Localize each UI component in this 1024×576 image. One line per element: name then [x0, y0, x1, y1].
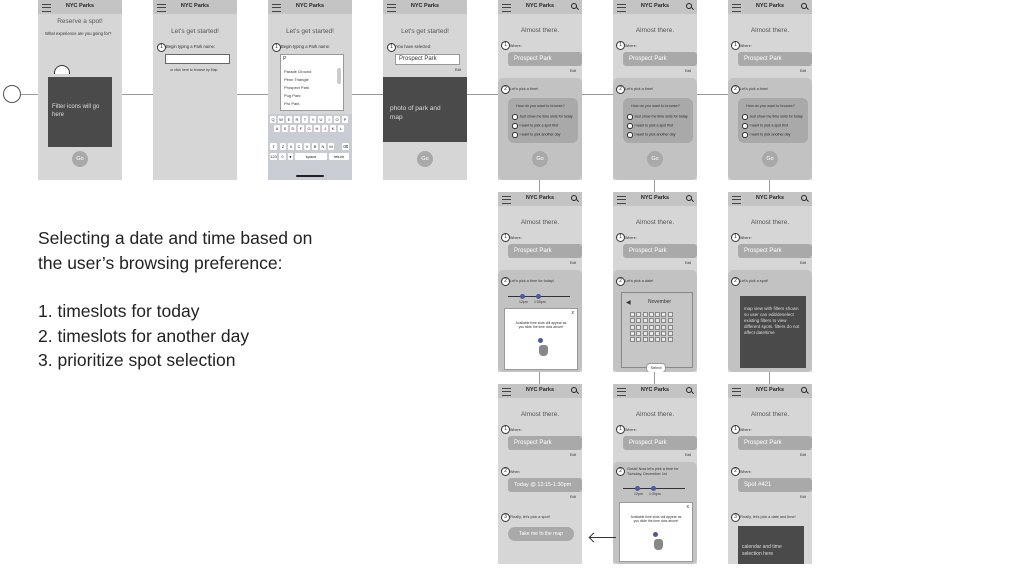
- calendar-day[interactable]: [649, 337, 654, 342]
- park-pill[interactable]: Prospect Park: [623, 52, 697, 66]
- step-number: 1: [272, 43, 281, 52]
- radio-button[interactable]: [627, 114, 633, 120]
- calendar-day[interactable]: [643, 331, 648, 336]
- search-icon[interactable]: [801, 195, 807, 201]
- description-item: 2. timeslots for another day: [38, 325, 250, 346]
- screen-park-selected: [383, 0, 467, 180]
- go-button[interactable]: Go: [762, 151, 778, 167]
- step-number: 2: [731, 467, 740, 476]
- search-icon[interactable]: [571, 3, 577, 9]
- navbar: [153, 0, 237, 14]
- navbar: [613, 0, 697, 14]
- calendar-day[interactable]: [649, 312, 654, 317]
- radio-button[interactable]: [742, 132, 748, 138]
- key-t[interactable]: T: [303, 117, 307, 122]
- time-end-handle[interactable]: [651, 486, 656, 491]
- time-end-handle[interactable]: [536, 294, 541, 299]
- step-label: Let's pick a time!: [625, 87, 654, 91]
- map-view-placeholder: [740, 296, 806, 368]
- key-a[interactable]: A: [275, 126, 279, 131]
- screen-title: Almost there.: [750, 219, 790, 226]
- step-number: 1: [501, 41, 510, 50]
- navbar: [613, 192, 697, 206]
- mic-key[interactable]: ●: [289, 154, 292, 159]
- description: [38, 226, 368, 373]
- take-me-to-map-button[interactable]: Take me to the map: [508, 527, 574, 541]
- screen-browse-choice: [613, 0, 697, 180]
- key-o[interactable]: O: [335, 117, 339, 122]
- step-label: Finally, let's pick a spot!: [510, 515, 550, 519]
- search-icon[interactable]: [686, 3, 692, 9]
- option-label: I want to pick another day: [519, 132, 561, 137]
- calendar-day[interactable]: [668, 331, 673, 336]
- calendar-day[interactable]: [661, 325, 666, 330]
- calendar-day[interactable]: [630, 331, 635, 336]
- calendar-day[interactable]: [649, 318, 654, 323]
- selected-label: You have selected:: [396, 44, 432, 49]
- suggestion-item[interactable]: Penn Triangle: [284, 77, 309, 82]
- park-pill[interactable]: Prospect Park: [738, 436, 812, 450]
- numbers-key[interactable]: 123: [270, 154, 277, 159]
- calendar-day[interactable]: [643, 325, 648, 330]
- where-label: Where:: [740, 236, 752, 240]
- calendar-panel: [621, 292, 693, 368]
- key-r[interactable]: R: [295, 117, 299, 122]
- radio-option-another-day[interactable]: [627, 132, 675, 138]
- step-number: 1: [731, 41, 740, 50]
- option-label: Just show me time slots for today: [634, 114, 688, 119]
- placeholder-text: map view with filters shown so user can edit/deselect existing filters to view different spots. filters do not affect date/time: [744, 306, 800, 335]
- close-icon[interactable]: x: [571, 310, 574, 316]
- edit-link[interactable]: Edit: [455, 68, 462, 72]
- park-pill[interactable]: Prospect Park: [738, 52, 812, 66]
- calendar-day[interactable]: [636, 325, 641, 330]
- where-label: Where:: [625, 44, 637, 48]
- step-label: Let's pick a spot!: [740, 279, 769, 283]
- where-label: Where:: [510, 44, 522, 48]
- radio-button[interactable]: [512, 132, 518, 138]
- radio-option-another-day[interactable]: [742, 132, 790, 138]
- home-indicator: [296, 175, 324, 177]
- calendar-day[interactable]: [636, 312, 641, 317]
- suggestion-item[interactable]: Pro Park: [284, 101, 300, 106]
- step-number: 1: [501, 425, 510, 434]
- suggestion-item[interactable]: Prospect Park: [284, 85, 310, 90]
- edit-link[interactable]: Edit: [800, 453, 807, 457]
- edit-link[interactable]: Edit: [800, 495, 807, 499]
- option-label: Just show me time slots for today: [749, 114, 803, 119]
- park-pill[interactable]: Prospect Park: [623, 436, 697, 450]
- select-button[interactable]: Select: [646, 363, 666, 372]
- key-e[interactable]: E: [287, 117, 291, 122]
- placeholder-text: calendar and time selection here: [742, 544, 782, 557]
- radio-button[interactable]: [742, 114, 748, 120]
- screen-date-picker: [613, 192, 697, 372]
- nav-title: NYC Parks: [755, 3, 785, 9]
- suggestion-list: [284, 68, 311, 108]
- step-label: Let's pick a time!: [740, 87, 769, 91]
- selected-park: Prospect Park: [399, 56, 437, 62]
- time-label: 12pm: [634, 492, 643, 496]
- question-text: What experience are you going for?: [45, 31, 112, 36]
- step-number: 1: [616, 425, 625, 434]
- description-item: 1. timeslots for today: [38, 301, 200, 321]
- key-s[interactable]: S: [283, 126, 287, 131]
- browse-question: How do you want to browse?: [631, 104, 680, 108]
- radio-option-today[interactable]: [512, 114, 573, 120]
- calendar-day[interactable]: [643, 318, 648, 323]
- calendar-day[interactable]: [655, 312, 660, 317]
- search-icon[interactable]: [571, 195, 577, 201]
- nav-title: NYC Parks: [640, 3, 670, 9]
- calendar-day[interactable]: [668, 312, 673, 317]
- step-number: 2: [616, 85, 625, 94]
- edit-link[interactable]: Edit: [570, 261, 577, 265]
- where-label: Where:: [510, 428, 522, 432]
- step-number: 3: [731, 513, 740, 522]
- navbar: [498, 192, 582, 206]
- radio-option-spot[interactable]: [627, 123, 673, 129]
- option-label: I want to pick another day: [634, 132, 676, 137]
- edit-link[interactable]: Edit: [570, 453, 577, 457]
- time-slots-popup: [619, 502, 693, 562]
- time-start-handle[interactable]: [635, 486, 640, 491]
- suggestion-dropdown: [280, 54, 344, 111]
- edit-link[interactable]: Edit: [685, 69, 692, 73]
- step-number: 1: [501, 233, 510, 242]
- key-u[interactable]: U: [319, 117, 323, 122]
- popup-text: Available time slots will appear as you slide the time dots above!: [630, 515, 682, 523]
- step-number: 1: [616, 233, 625, 242]
- step-number: 1: [157, 43, 166, 52]
- park-pill[interactable]: Prospect Park: [738, 244, 812, 258]
- step-number: 2: [616, 467, 625, 476]
- park-pill[interactable]: Prospect Park: [508, 52, 582, 66]
- calendar-day[interactable]: [636, 331, 641, 336]
- radio-button[interactable]: [627, 132, 633, 138]
- screen-time-today: [498, 192, 582, 372]
- connector-v5: [654, 372, 655, 384]
- step-number: 2: [731, 85, 740, 94]
- browse-question: How do you want to browse?: [516, 104, 565, 108]
- step-number: 2: [501, 277, 510, 286]
- calendar-day[interactable]: [668, 325, 673, 330]
- option-label: I want to pick a spot first: [634, 123, 674, 128]
- connector-v1: [539, 180, 540, 192]
- spot-pill[interactable]: Spot #421: [738, 478, 812, 492]
- search-icon[interactable]: [686, 387, 692, 393]
- screen-browse-choice: [728, 0, 812, 180]
- step-number: 1: [731, 233, 740, 242]
- radio-button[interactable]: [742, 123, 748, 129]
- key-n[interactable]: N: [321, 144, 325, 149]
- description-line: Selecting a date and time based on: [38, 228, 313, 248]
- navbar: [383, 0, 467, 14]
- key-d[interactable]: D: [291, 126, 295, 131]
- option-label: Just show me time slots for today: [519, 114, 573, 119]
- calendar-day[interactable]: [649, 325, 654, 330]
- step-number: 2: [731, 277, 740, 286]
- screen-title: Let's get started!: [171, 28, 219, 35]
- key-v[interactable]: V: [305, 144, 309, 149]
- edit-link[interactable]: Edit: [800, 261, 807, 265]
- where-label: Where:: [625, 428, 637, 432]
- radio-button[interactable]: [512, 123, 518, 129]
- calendar-day[interactable]: [661, 312, 666, 317]
- calendar-placeholder: [738, 526, 804, 564]
- calendar-day[interactable]: [655, 331, 660, 336]
- key-i[interactable]: I: [326, 116, 332, 123]
- calendar-day[interactable]: [630, 318, 635, 323]
- connector-v2: [654, 180, 655, 192]
- nav-title: NYC Parks: [295, 3, 325, 9]
- photo-placeholder: [383, 77, 467, 142]
- step-number: 1: [616, 41, 625, 50]
- screen-title: Almost there.: [635, 27, 675, 34]
- delete-key[interactable]: ⌫: [342, 144, 349, 149]
- nav-title: NYC Parks: [755, 195, 785, 201]
- screen-reserve: [38, 0, 122, 180]
- step-number: 1: [731, 425, 740, 434]
- edit-link[interactable]: Edit: [570, 495, 577, 499]
- calendar-day[interactable]: [661, 331, 666, 336]
- calendar-month: November: [648, 299, 672, 305]
- time-label: 12pm: [519, 300, 528, 304]
- where-label: Where:: [740, 470, 752, 474]
- screen-title: Almost there.: [635, 219, 675, 226]
- edit-link[interactable]: Edit: [685, 261, 692, 265]
- calendar-day[interactable]: [655, 325, 660, 330]
- screen-title: Almost there.: [520, 219, 560, 226]
- edit-link[interactable]: Edit: [685, 453, 692, 457]
- time-start-handle[interactable]: [520, 294, 525, 299]
- navbar: [268, 0, 352, 14]
- navbar: [728, 192, 812, 206]
- option-label: I want to pick another day: [749, 132, 791, 137]
- step-label: Let's pick a time!: [510, 87, 539, 91]
- step-number: 3: [501, 513, 510, 522]
- screen-title: Almost there.: [520, 27, 560, 34]
- navbar: [498, 0, 582, 14]
- go-button[interactable]: Go: [417, 151, 433, 167]
- radio-option-today[interactable]: [742, 114, 803, 120]
- radio-option-today[interactable]: [627, 114, 688, 120]
- screen-typing: [268, 0, 352, 180]
- where-label: Where:: [740, 44, 752, 48]
- typed-text: P: [283, 56, 287, 62]
- step-number: 1: [387, 43, 396, 52]
- radio-option-spot[interactable]: [742, 123, 788, 129]
- flow-arrow-left: [590, 537, 616, 538]
- key-b[interactable]: B: [313, 144, 317, 149]
- selected-park-field[interactable]: [395, 54, 460, 65]
- step-label: Begin typing a Park name:: [166, 44, 216, 49]
- nav-title: NYC Parks: [525, 387, 555, 393]
- nav-title: NYC Parks: [65, 3, 95, 9]
- calendar-day[interactable]: [643, 337, 648, 342]
- screen-title: Reserve a spot!: [57, 18, 103, 25]
- screen-title: Let's get started!: [286, 28, 334, 35]
- screen-time-another-day: [613, 384, 697, 564]
- dropdown-scrollbar[interactable]: [337, 68, 341, 84]
- where-label: Where:: [625, 236, 637, 240]
- screen-title: Almost there.: [635, 411, 675, 418]
- nav-title: NYC Parks: [640, 387, 670, 393]
- placeholder-text: Filter icons will go here: [52, 104, 100, 118]
- navbar: [613, 384, 697, 398]
- browse-question: How do you want to browse?: [746, 104, 795, 108]
- calendar-day[interactable]: [643, 312, 648, 317]
- option-label: I want to pick a spot first: [519, 123, 559, 128]
- search-icon[interactable]: [801, 3, 807, 9]
- browse-map-link[interactable]: or click here to browse by Map: [170, 68, 218, 72]
- description-item: 3. prioritize spot selection: [38, 350, 236, 370]
- suggestion-item[interactable]: Pug Park: [284, 93, 301, 98]
- space-key[interactable]: space: [295, 153, 327, 160]
- hand-pointer-icon: [654, 539, 663, 550]
- navbar: [38, 0, 122, 14]
- hand-pointer-icon: [539, 345, 548, 356]
- search-icon[interactable]: [571, 387, 577, 393]
- calendar-day[interactable]: [661, 337, 666, 342]
- calendar-day[interactable]: [649, 331, 654, 336]
- description-line: the user’s browsing preference:: [38, 252, 283, 273]
- step-label: Let's pick a date!: [625, 279, 654, 283]
- screen-browse-choice: [498, 0, 582, 180]
- search-icon[interactable]: [801, 387, 807, 393]
- screen-get-started: [153, 0, 237, 180]
- calendar-prev-icon[interactable]: ◀: [626, 300, 631, 306]
- go-button[interactable]: Go: [647, 151, 663, 167]
- key-k[interactable]: K: [331, 126, 335, 131]
- radio-option-spot[interactable]: [512, 123, 558, 129]
- shift-key[interactable]: ⇧: [271, 144, 276, 149]
- screen-title: Let's get started!: [401, 28, 449, 35]
- suggestion-item[interactable]: Parade Ground: [284, 69, 312, 74]
- search-icon[interactable]: [686, 195, 692, 201]
- nav-title: NYC Parks: [410, 3, 440, 9]
- close-icon[interactable]: x: [686, 504, 689, 510]
- key-x[interactable]: X: [289, 144, 293, 149]
- popup-text: Available time slots will appear as you slide the time dots above!: [515, 321, 567, 329]
- placeholder-text: photo of park and map: [390, 105, 441, 121]
- calendar-day[interactable]: [636, 337, 641, 342]
- calendar-day[interactable]: [668, 337, 673, 342]
- connector-v4: [539, 372, 540, 384]
- calendar-grid[interactable]: [630, 312, 673, 342]
- step-label: Great! Now let's pick a time for Tuesday, December 1st: [627, 467, 679, 476]
- key-h[interactable]: H: [315, 126, 319, 131]
- option-label: I want to pick a spot first: [749, 123, 789, 128]
- step-number: 2: [501, 467, 510, 476]
- return-key[interactable]: return: [329, 153, 349, 160]
- screen-title: Almost there.: [750, 411, 790, 418]
- key-y[interactable]: Y: [311, 117, 315, 122]
- step-label: Let's pick a time for today!: [510, 279, 554, 283]
- time-label: 1:30pm: [649, 492, 661, 496]
- calendar-day[interactable]: [661, 318, 666, 323]
- go-button[interactable]: Go: [72, 151, 88, 167]
- nav-title: NYC Parks: [180, 3, 210, 9]
- slider-dot[interactable]: [538, 338, 543, 343]
- screen-title: Almost there.: [750, 27, 790, 34]
- screen-final-today: [498, 384, 582, 564]
- calendar-day[interactable]: [668, 318, 673, 323]
- navbar: [728, 0, 812, 14]
- edit-link[interactable]: Edit: [570, 69, 577, 73]
- step-label: Begin typing a Park name:: [281, 44, 331, 49]
- sun-icon: [54, 65, 70, 74]
- screen-final-spot: [728, 384, 812, 564]
- calendar-day[interactable]: [636, 318, 641, 323]
- edit-link[interactable]: Edit: [800, 69, 807, 73]
- time-slots-popup: [504, 308, 578, 370]
- keyboard: [268, 114, 352, 180]
- key-p[interactable]: P: [343, 117, 347, 122]
- park-pill[interactable]: Prospect Park: [508, 436, 582, 450]
- key-j[interactable]: J: [324, 126, 326, 131]
- calendar-day[interactable]: [630, 337, 635, 342]
- time-label: 1:30pm: [534, 300, 546, 304]
- key-l[interactable]: L: [339, 126, 343, 131]
- connector-v6: [769, 372, 770, 384]
- flow-start-circle: [3, 85, 21, 103]
- calendar-day[interactable]: [630, 325, 635, 330]
- radio-button[interactable]: [512, 114, 518, 120]
- nav-title: NYC Parks: [755, 387, 785, 393]
- where-label: Where:: [740, 428, 752, 432]
- emoji-key[interactable]: ☺: [280, 154, 285, 159]
- key-w[interactable]: W: [279, 117, 283, 122]
- navbar: [728, 384, 812, 398]
- key-f[interactable]: F: [299, 126, 303, 131]
- park-pill[interactable]: Prospect Park: [623, 244, 697, 258]
- key-q[interactable]: Q: [271, 117, 275, 122]
- park-pill[interactable]: Prospect Park: [508, 244, 582, 258]
- screen-spot-map: [728, 192, 812, 372]
- time-pill[interactable]: Today @ 12:15-1:30pm: [508, 478, 582, 492]
- nav-title: NYC Parks: [525, 195, 555, 201]
- key-g[interactable]: G: [307, 126, 311, 131]
- navbar: [498, 384, 582, 398]
- park-search-input[interactable]: [165, 54, 230, 64]
- go-button[interactable]: Go: [532, 151, 548, 167]
- nav-title: NYC Parks: [640, 195, 670, 201]
- connector-v3: [769, 180, 770, 192]
- key-z[interactable]: Z: [281, 144, 285, 149]
- calendar-day[interactable]: [655, 318, 660, 323]
- when-label: When:: [510, 470, 521, 474]
- nav-title: NYC Parks: [525, 3, 555, 9]
- radio-button[interactable]: [627, 123, 633, 129]
- step-number: 2: [501, 85, 510, 94]
- screen-title: Almost there.: [520, 411, 560, 418]
- radio-option-another-day[interactable]: [512, 132, 560, 138]
- step-number: 2: [616, 277, 625, 286]
- filter-icons-placeholder: [48, 77, 112, 147]
- calendar-day[interactable]: [630, 312, 635, 317]
- key-m[interactable]: M: [329, 144, 333, 149]
- calendar-day[interactable]: [655, 337, 660, 342]
- step-label: Finally, let's pick a date and time!: [740, 515, 796, 519]
- key-c[interactable]: C: [297, 144, 301, 149]
- slider-dot[interactable]: [653, 532, 658, 537]
- where-label: Where:: [510, 236, 522, 240]
